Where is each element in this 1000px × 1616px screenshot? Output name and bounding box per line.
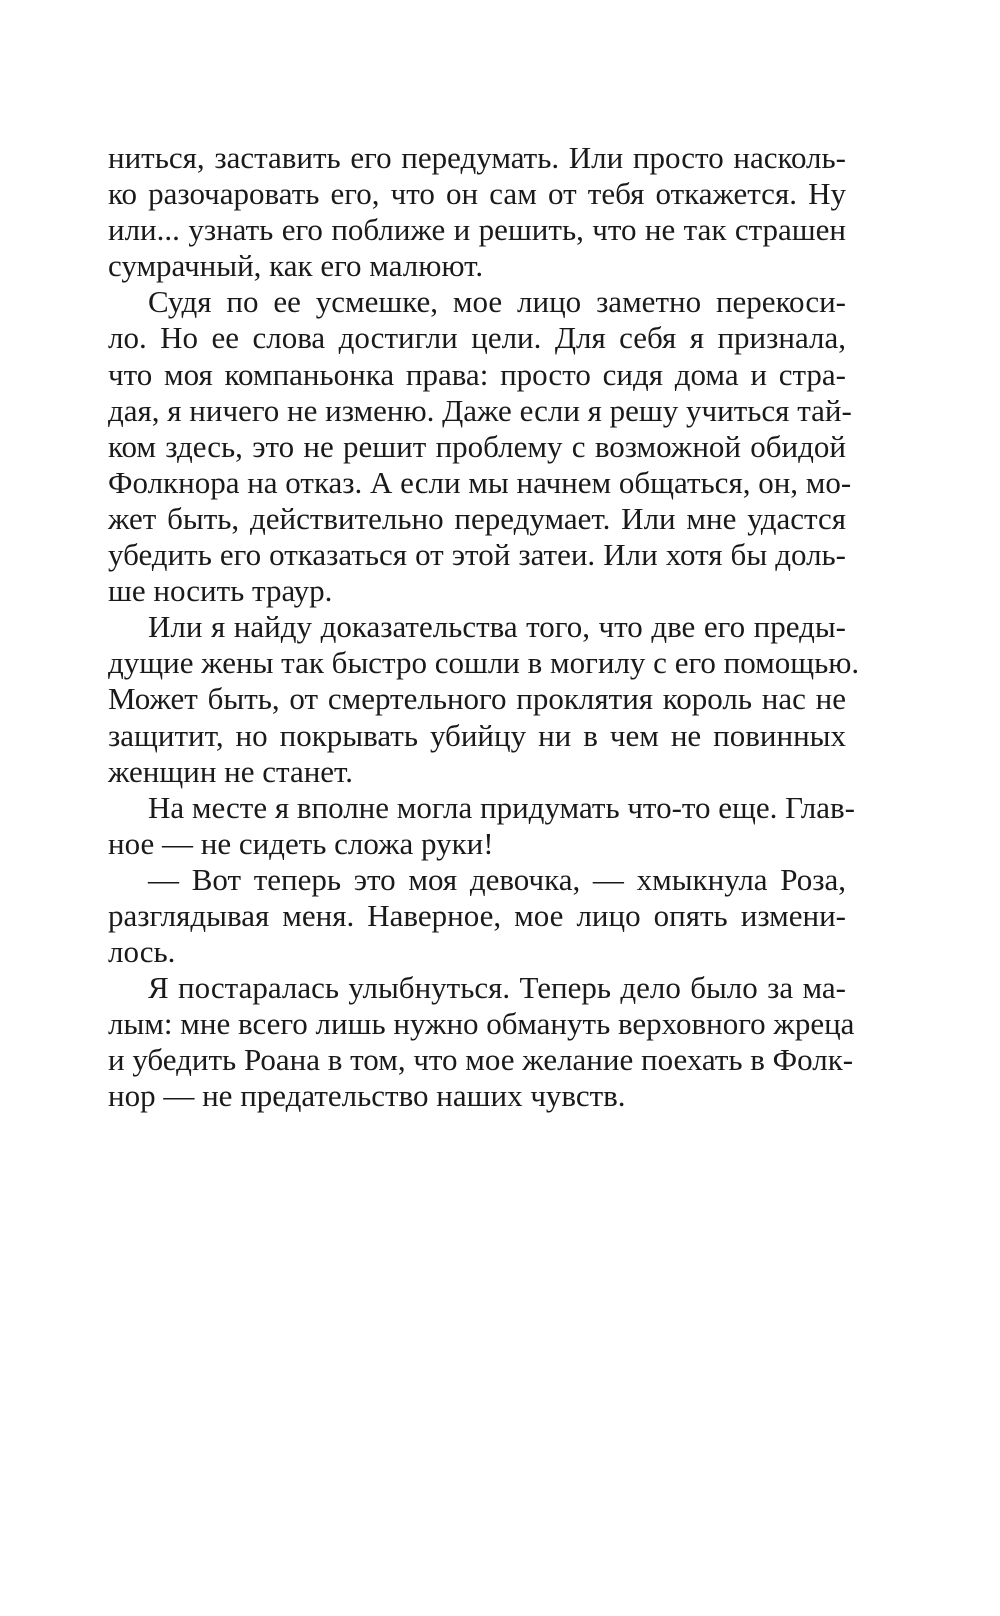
text-line: нор — не предательство наших чувств. — [108, 1078, 626, 1114]
text-line: что моя компаньонка права: просто сидя дома и стра- — [108, 356, 846, 392]
text-line: ше носить траур. — [108, 573, 333, 609]
text-line: убедить его отказаться от этой затеи. Или хотя бы доль- — [108, 537, 846, 573]
text-line: сумрачный, как его малюют. — [108, 248, 484, 284]
text-line: разглядывая меня. Наверное, мое лицо опять измени- — [108, 897, 846, 933]
text-line: ком здесь, это не решит проблему с возможной обидой — [108, 428, 846, 464]
text-line: Я постаралась улыбнуться. Теперь дело было за ма- — [148, 970, 846, 1006]
text-line: дущие жены так быстро сошли в могилу с его помощью. — [108, 645, 860, 681]
paragraph — [108, 609, 860, 789]
paragraph — [108, 284, 852, 609]
paragraph — [108, 862, 846, 970]
text-line: ко разочаровать его, что он сам от тебя откажется. Ну — [108, 176, 846, 212]
text-line: — Вот теперь это моя девочка, — хмыкнула Роза, — [148, 861, 846, 897]
text-line: Может быть, от смертельного проклятия король нас не — [108, 681, 846, 717]
text-line: Фолкнора на отказ. А если мы начнем общаться, он, мо- — [108, 464, 852, 500]
text-line: На месте я вполне могла придумать что-то еще. Глав- — [148, 789, 855, 825]
text-line: Или я найду доказательства того, что две его преды- — [148, 609, 846, 645]
text-line: или... узнать его поближе и решить, что не так страшен — [108, 212, 846, 248]
text-line: защитит, но покрывать убийцу ни в чем не повинных — [108, 717, 846, 753]
text-line: ло. Но ее слова достигли цели. Для себя я признала, — [108, 320, 846, 356]
text-line: ное — не сидеть сложа руки! — [108, 825, 494, 861]
text-line: жет быть, действительно передумает. Или мне удастся — [108, 500, 846, 536]
page-body-text — [108, 140, 860, 1115]
text-line: ниться, заставить его передумать. Или просто насколь- — [108, 140, 846, 175]
text-line: и убедить Роана в том, что мое желание поехать в Фолк- — [108, 1042, 854, 1078]
text-line: дая, я ничего не изменю. Даже если я решу учиться тай- — [108, 392, 852, 428]
paragraph — [108, 789, 855, 862]
paragraph — [108, 970, 855, 1114]
text-line: лым: мне всего лишь нужно обмануть верховного жреца — [108, 1006, 855, 1042]
text-line: лось. — [108, 934, 176, 970]
text-line: Судя по ее усмешке, мое лицо заметно перекоси- — [148, 284, 846, 320]
text-line: женщин не станет. — [108, 753, 354, 789]
paragraph — [108, 140, 846, 284]
